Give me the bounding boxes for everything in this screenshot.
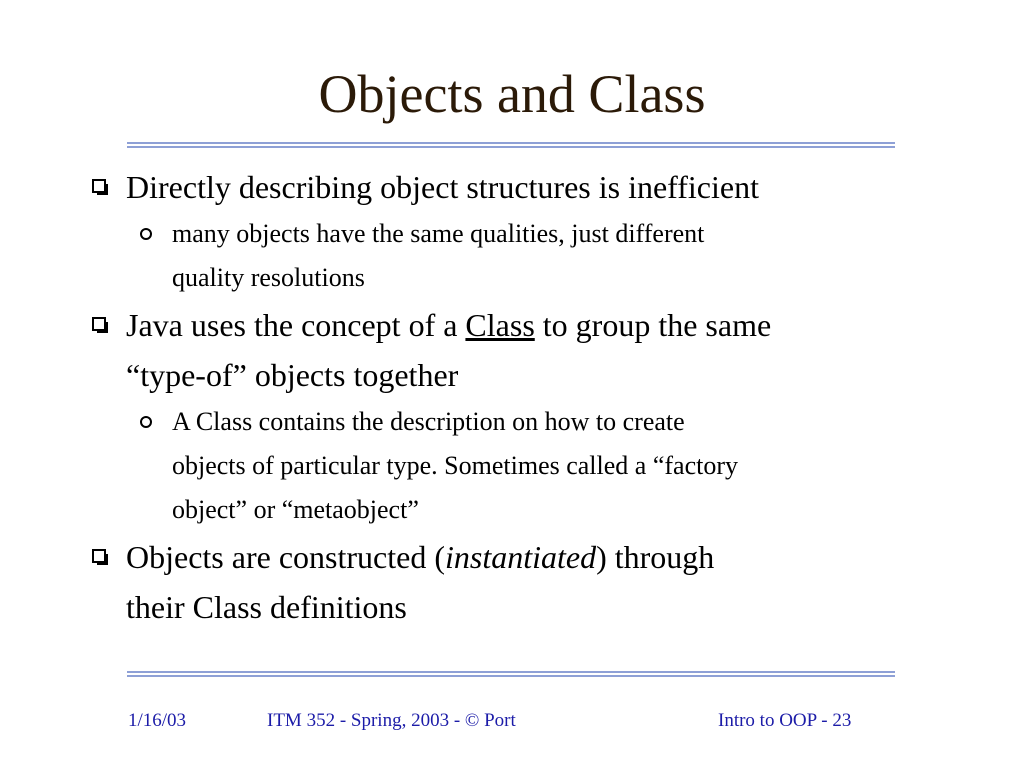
sub-bullet-line: object” or “metaobject” bbox=[172, 495, 419, 524]
sub-bullet-item bbox=[172, 212, 948, 300]
sub-bullet-line: objects of particular type. Sometimes called a “factory bbox=[172, 451, 738, 480]
bullet-line bbox=[126, 532, 948, 582]
circle-bullet-icon bbox=[140, 416, 152, 428]
sub-bullet-line: many objects have the same qualities, just different bbox=[172, 219, 705, 248]
sub-bullet-line: A Class contains the description on how to create bbox=[172, 407, 685, 436]
slide-body bbox=[88, 162, 948, 632]
bullet-item bbox=[88, 162, 948, 212]
bullet-line: “type-of” objects together bbox=[126, 357, 459, 393]
instantiated-term: instantiated bbox=[444, 539, 597, 575]
bullet-text: Directly describing object structures is inefficient bbox=[126, 169, 759, 205]
bullet-text-pre: Objects are constructed ( bbox=[126, 539, 445, 575]
bullet-line: their Class definitions bbox=[126, 589, 407, 625]
class-term: Class bbox=[465, 307, 535, 343]
checkbox-bullet-icon bbox=[92, 549, 106, 563]
footer-course: ITM 352 - Spring, 2003 - © Port bbox=[267, 710, 516, 731]
bullet-text-pre: Java uses the concept of a bbox=[126, 307, 466, 343]
footer-date: 1/16/03 bbox=[128, 710, 187, 731]
footer-divider bbox=[127, 671, 895, 677]
bullet-item bbox=[88, 532, 948, 632]
sub-bullet-item bbox=[172, 400, 948, 532]
bullet-item bbox=[88, 300, 948, 400]
bullet-text-post: to group the same bbox=[534, 307, 772, 343]
title-divider bbox=[127, 142, 895, 148]
bullet-line bbox=[126, 300, 948, 350]
slide-title: Objects and Class bbox=[318, 64, 706, 124]
circle-bullet-icon bbox=[140, 228, 152, 240]
bullet-text-post: ) through bbox=[596, 539, 715, 575]
footer-page-number: Intro to OOP - 23 bbox=[718, 710, 852, 731]
checkbox-bullet-icon bbox=[92, 179, 106, 193]
sub-bullet-line: quality resolutions bbox=[172, 263, 365, 292]
checkbox-bullet-icon bbox=[92, 317, 106, 331]
